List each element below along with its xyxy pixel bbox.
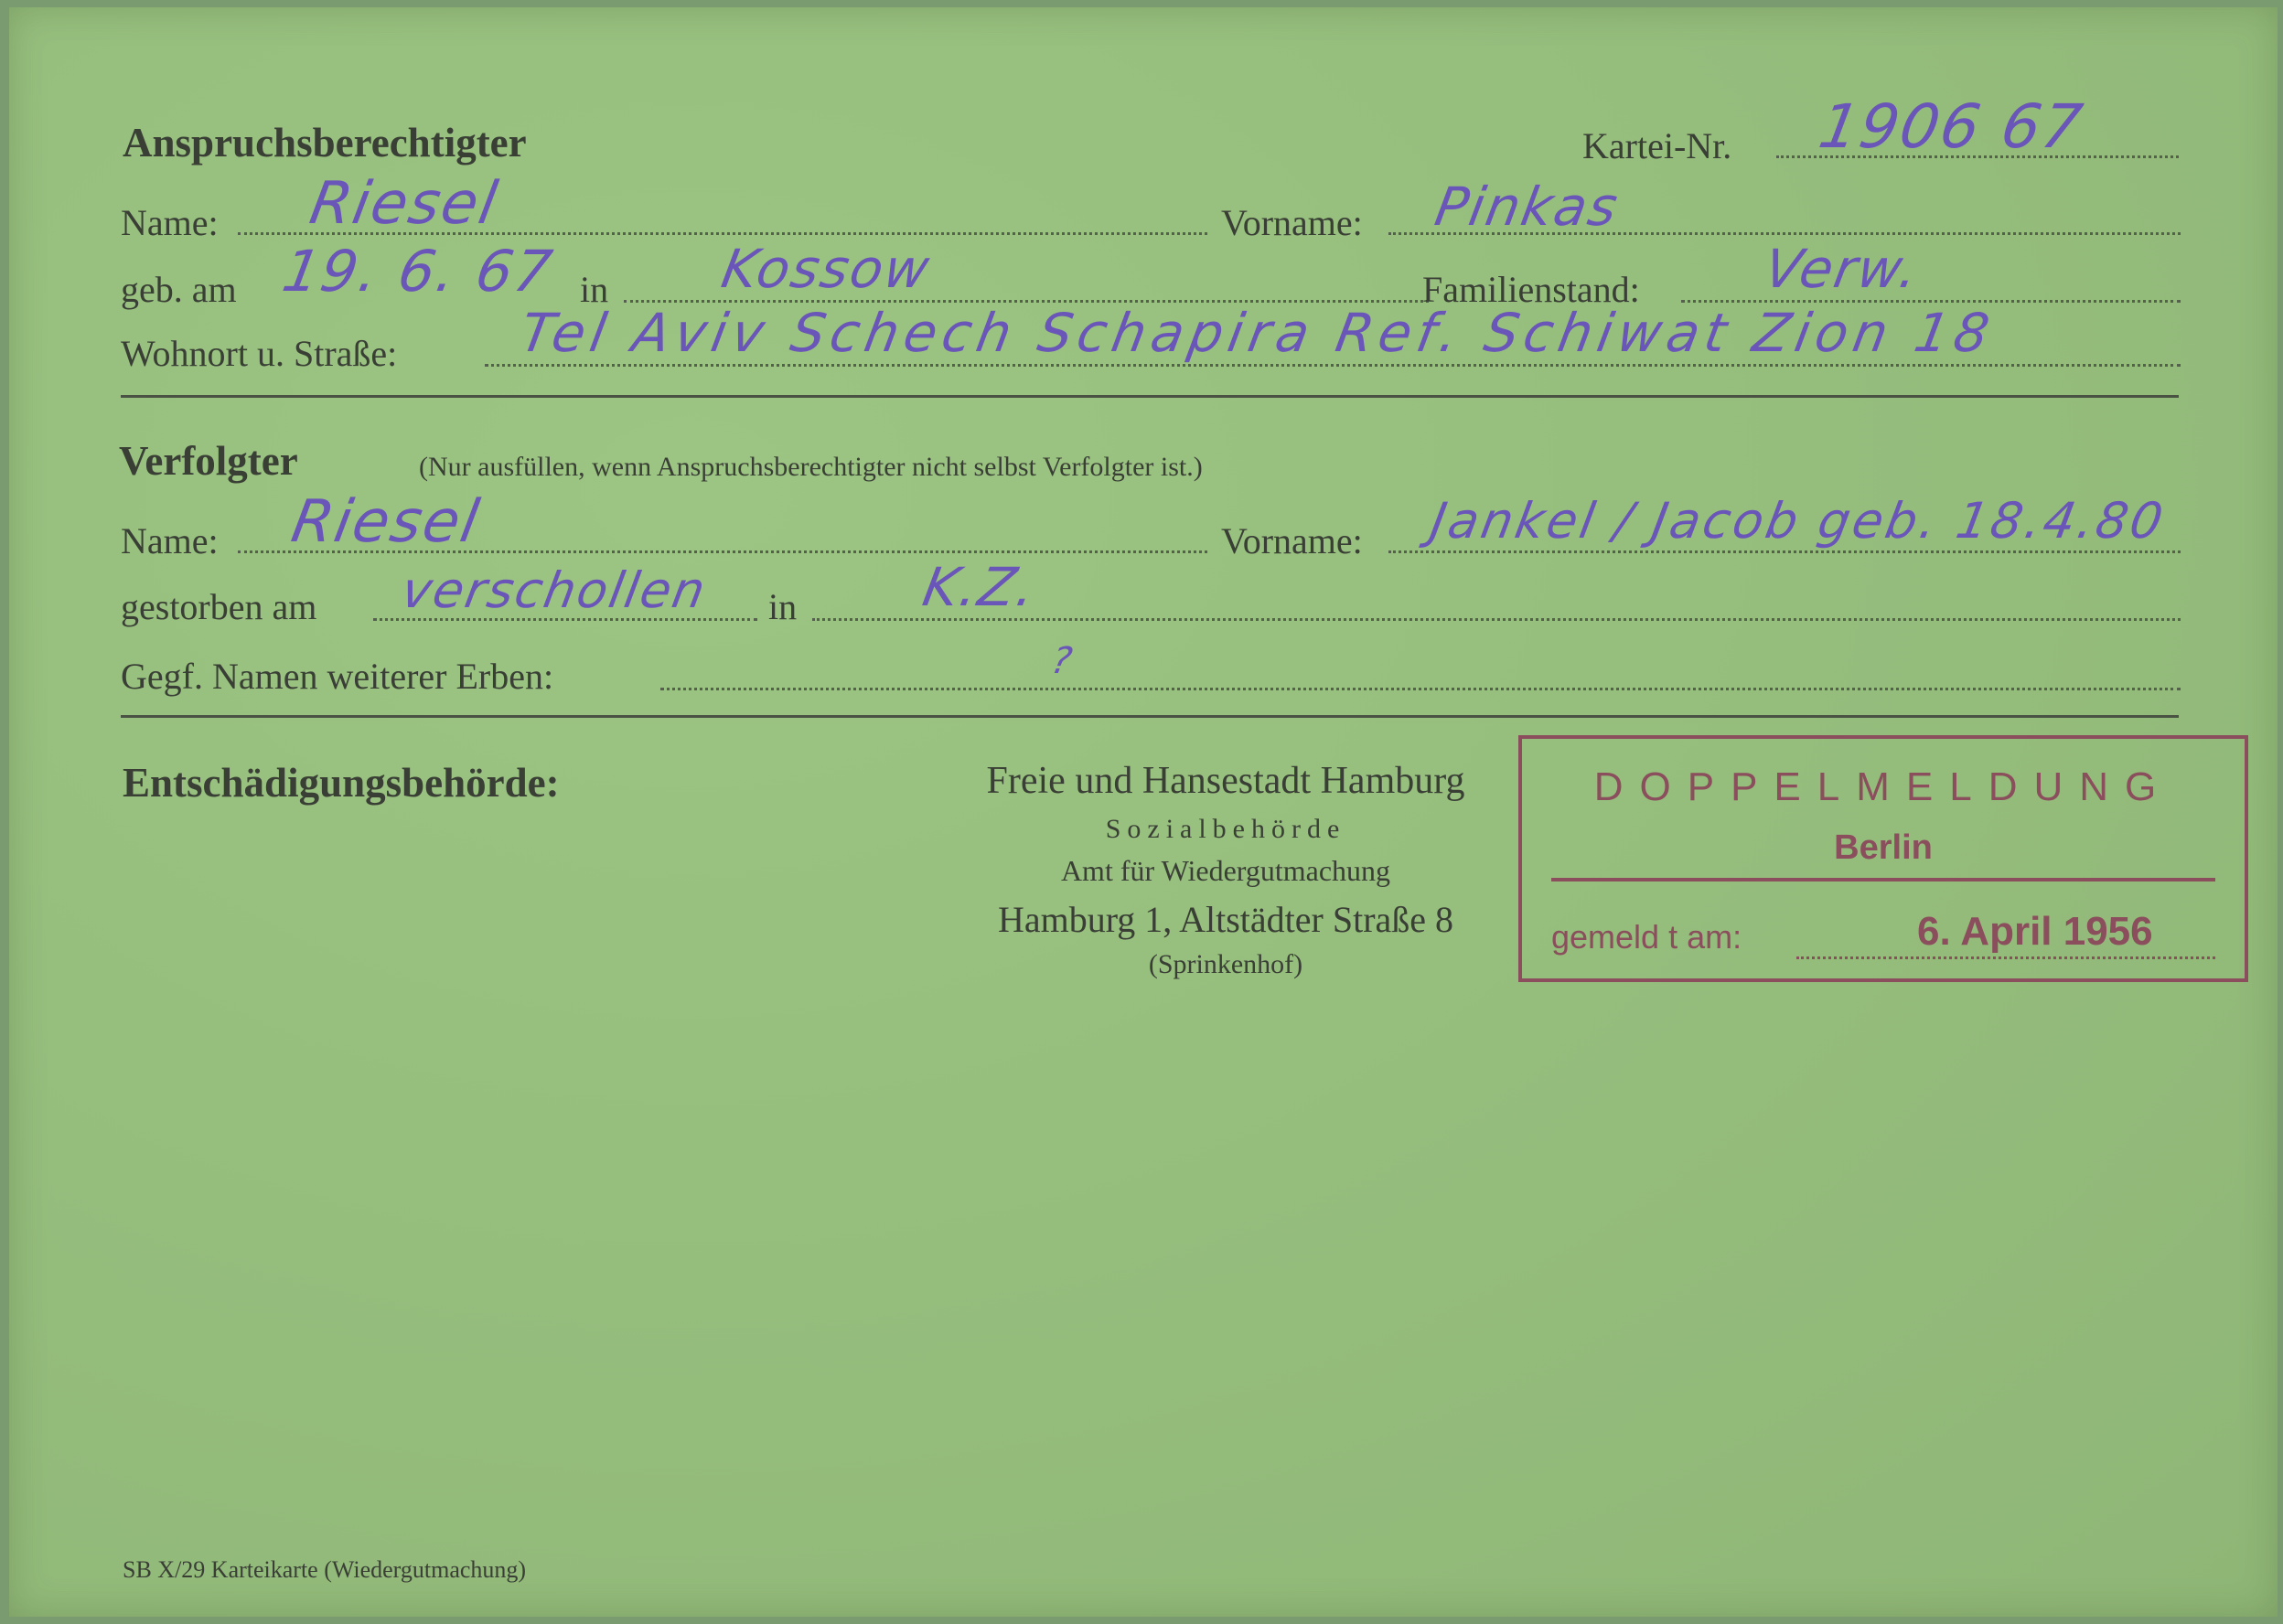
address-label: Wohnort u. Straße: bbox=[121, 333, 398, 374]
persecuted-first-name-line bbox=[1388, 550, 2181, 553]
persecuted-first-name-label: Vorname: bbox=[1221, 520, 1363, 561]
died-label: gestorben am bbox=[121, 586, 317, 627]
born-label: geb. am bbox=[121, 269, 237, 310]
born-in-label: in bbox=[580, 269, 609, 310]
persecuted-heading: Verfolgter bbox=[119, 438, 298, 484]
index-card bbox=[9, 7, 2278, 1617]
claimant-first-name-value: Pinkas bbox=[1431, 176, 1624, 238]
address-line bbox=[485, 364, 2181, 367]
stamp-title: DOPPELMELDUNG bbox=[1593, 764, 2173, 809]
stamp-city: Berlin bbox=[1834, 828, 1933, 867]
died-value: verschollen bbox=[397, 561, 712, 619]
claimant-heading: Anspruchsberechtigter bbox=[123, 120, 527, 166]
stamp-reported-date: 6. April 1956 bbox=[1917, 909, 2153, 954]
heirs-line bbox=[660, 688, 2181, 690]
file-no-label: Kartei-Nr. bbox=[1582, 125, 1732, 166]
died-place-line bbox=[812, 618, 2181, 621]
authority-line-4: Hamburg 1, Altstädter Straße 8 bbox=[997, 899, 1454, 940]
file-no-value: 1906 67 bbox=[1814, 91, 2089, 162]
died-place-value: K.Z. bbox=[918, 556, 1042, 618]
persecuted-note: (Nur ausfüllen, wenn Anspruchsberechtigter nicht selbst Verfolgter ist.) bbox=[419, 452, 1203, 482]
authority-line-2: Sozialbehörde bbox=[1105, 814, 1346, 844]
persecuted-divider bbox=[121, 715, 2179, 718]
address-value: Tel Aviv Schech Schapira Ref. Schiwat Zion 18 bbox=[516, 302, 1999, 364]
heirs-value: ? bbox=[1047, 640, 1077, 682]
duplicate-report-stamp bbox=[1518, 735, 2248, 982]
authority-line-3: Amt für Wiedergutmachung bbox=[1060, 854, 1391, 887]
marital-label: Familienstand: bbox=[1422, 269, 1640, 310]
born-place-value: Kossow bbox=[717, 238, 936, 300]
persecuted-name-label: Name: bbox=[121, 520, 219, 561]
authority-line-1: Freie und Hansestadt Hamburg bbox=[986, 760, 1465, 802]
claimant-name-value: Riesel bbox=[305, 170, 504, 238]
stamp-date-line bbox=[1796, 956, 2215, 959]
form-id: SB X/29 Karteikarte (Wiedergutmachung) bbox=[123, 1556, 527, 1583]
marital-value: Verw. bbox=[1760, 238, 1924, 300]
stamp-divider bbox=[1551, 878, 2215, 881]
authority-heading: Entschädigungsbehörde: bbox=[123, 760, 560, 806]
born-date-value: 19. 6. 67 bbox=[277, 238, 559, 304]
claimant-first-name-label: Vorname: bbox=[1221, 202, 1363, 243]
persecuted-first-name-value: Jankel / Jacob geb. 18.4.80 bbox=[1426, 492, 2170, 550]
persecuted-name-value: Riesel bbox=[286, 488, 486, 556]
heirs-label: Gegf. Namen weiterer Erben: bbox=[121, 656, 554, 697]
died-in-label: in bbox=[768, 586, 798, 627]
claimant-divider bbox=[121, 395, 2179, 398]
claimant-name-label: Name: bbox=[121, 202, 219, 243]
authority-line-5: (Sprinkenhof) bbox=[1148, 949, 1303, 979]
stamp-reported-label: gemeld t am: bbox=[1551, 918, 1742, 956]
